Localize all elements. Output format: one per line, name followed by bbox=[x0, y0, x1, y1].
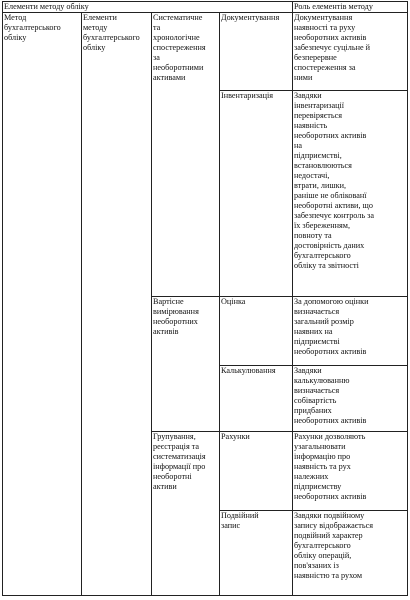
element-role-cell: Рахунки дозволяють узагальнювати інформацію про наявність та рух належних підприємству необоротних активів bbox=[293, 432, 408, 511]
element-name-cell: Документування bbox=[220, 13, 293, 91]
table-row bbox=[3, 13, 408, 91]
group-name-cell: Групування, реєстрація та систематизація інформації про необоротні активи bbox=[152, 432, 220, 596]
element-role-cell: Завдяки інвентаризації перевіряється наявність необоротних активів на підприємстві, встановлюються недостачі, втрати, лишки, раніше не облікованї необоротні активи, що забезпечує контроль за їх збереженням, повноту та достовірність даних бухгалтерського обліку та звітності bbox=[293, 91, 408, 297]
element-role-cell: Документування наявності та руху необоротних активів забезпечує суцільне й безперервне спостереження за ними bbox=[293, 13, 408, 91]
element-role-cell: Завдяки подвійному запису відображається подвійний характер бухгалтерського обліку операцій, пов'язаних із наявністю та рухом bbox=[293, 511, 408, 596]
element-name-cell: Калькулювання bbox=[220, 366, 293, 432]
group-name-cell: Систематичне та хронологічне спостереження за необоротними активами bbox=[152, 13, 220, 297]
element-role-cell: Завдяки калькулюванню визначається собівартість придбаних необоротних активів bbox=[293, 366, 408, 432]
group-name-cell: Вартісне вимірювання необоротних активів bbox=[152, 297, 220, 432]
element-name-cell: Оцінка bbox=[220, 297, 293, 366]
element-name-cell: Інвентаризація bbox=[220, 91, 293, 297]
element-name-cell: Подвійний запис bbox=[220, 511, 293, 596]
header-elements-cell: Елементи методу обліку bbox=[3, 2, 293, 13]
method-label-cell: Метод бухгалтерського обліку bbox=[3, 13, 82, 596]
element-role-cell: За допомогою оцінки визначається загальний розмір наявних на підприємстві необоротних активів bbox=[293, 297, 408, 366]
header-row bbox=[3, 2, 408, 13]
elements-label-cell: Елементи методу бухгалтерського обліку bbox=[82, 13, 152, 596]
header-role-cell: Роль елементів методу bbox=[293, 2, 408, 13]
element-name-cell: Рахунки bbox=[220, 432, 293, 511]
method-elements-table bbox=[2, 1, 408, 596]
